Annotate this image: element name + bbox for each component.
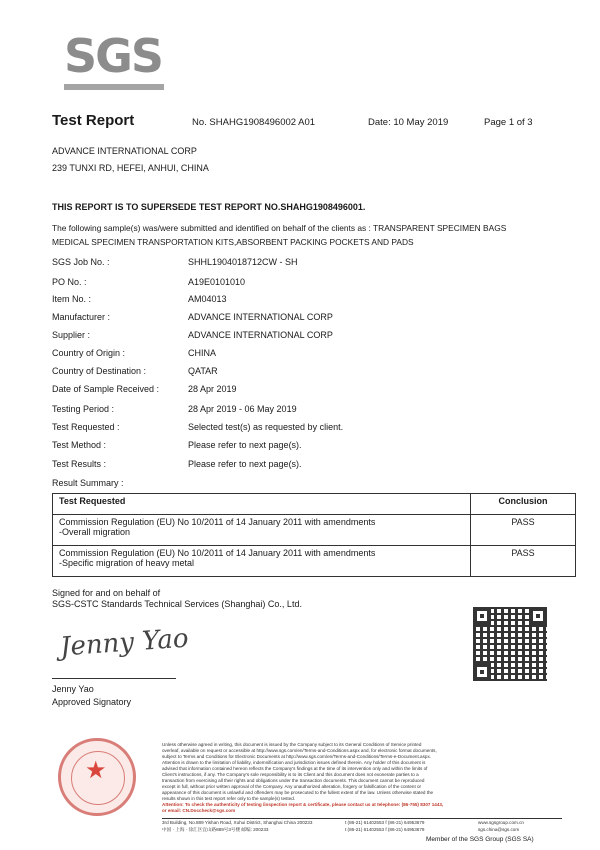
field-value: Please refer to next page(s). xyxy=(188,440,302,450)
fine-line: Unless otherwise agreed in writing, this document is issued by the Company subject to its General Conditions of Service printed xyxy=(162,742,422,747)
conclusion-cell: PASS xyxy=(471,546,576,577)
handwritten-signature: Jenny Yao xyxy=(59,623,190,663)
qr-code xyxy=(473,607,547,681)
col-conclusion: Conclusion xyxy=(471,494,576,515)
table-row xyxy=(53,546,576,577)
field-label: Testing Period : xyxy=(52,404,115,414)
field-value: A19E0101010 xyxy=(188,277,246,287)
result-summary-table xyxy=(52,493,576,577)
intro-line-1: The following sample(s) was/were submitted and identified on behalf of the clients as : TRANSPARENT SPECIMEN BAGS xyxy=(52,223,507,233)
signatory-name: Jenny Yao xyxy=(52,684,94,694)
result-summary-heading: Result Summary : xyxy=(52,478,124,488)
test-cell xyxy=(53,546,471,577)
field-label: Test Requested : xyxy=(52,422,120,432)
col-test-requested: Test Requested xyxy=(53,494,471,515)
attention-line: or email: CN.Doccheck@sgs.com xyxy=(162,808,236,813)
signed-company: SGS-CSTC Standards Technical Services (Shanghai) Co., Ltd. xyxy=(52,599,302,609)
fine-line: overleaf, available on request or accessible at http://www.sgs.com/en/Terms-and-Conditions.aspx and, for electronic format documents, xyxy=(162,748,437,753)
field-label: Date of Sample Received : xyxy=(52,384,160,394)
table-header-row xyxy=(53,494,576,515)
field-value: 28 Apr 2019 - 06 May 2019 xyxy=(188,404,297,414)
fine-line: advised that information contained hereon reflects the Company's findings at the time of its intervention only and within the limits of xyxy=(162,766,428,771)
field-label: Test Method : xyxy=(52,440,107,450)
fine-line: Attention is drawn to the limitation of liability, indemnification and jurisdiction issues defined therein. Any holder of this document is xyxy=(162,760,426,765)
star-icon: ★ xyxy=(85,757,107,784)
field-label: Test Results : xyxy=(52,459,107,469)
field-value: Please refer to next page(s). xyxy=(188,459,302,469)
footer-email: sgs.china@sgs.com xyxy=(478,827,520,832)
footer-fine-print xyxy=(162,742,562,814)
field-label: SGS Job No. : xyxy=(52,257,110,267)
client-address: 239 TUNXI RD, HEFEI, ANHUI, CHINA xyxy=(52,163,209,173)
footer-tel-cn: t (86-21) 61402553 f (86-21) 64953679 xyxy=(345,827,425,832)
report-title: Test Report xyxy=(52,112,135,129)
qr-finder xyxy=(529,607,547,625)
test-cell xyxy=(53,515,471,546)
test-item: -Specific migration of heavy metal xyxy=(59,558,195,568)
logo-underline xyxy=(64,84,164,90)
signatory-role: Approved Signatory xyxy=(52,697,132,707)
company-stamp xyxy=(58,738,136,816)
test-regulation: Commission Regulation (EU) No 10/2011 of 14 January 2011 with amendments xyxy=(59,517,376,527)
client-name: ADVANCE INTERNATIONAL CORP xyxy=(52,146,197,156)
qr-finder xyxy=(473,607,491,625)
test-item: -Overall migration xyxy=(59,527,131,537)
fine-line: appearance of this document is unlawful and offenders may be prosecuted to the fullest extent of the law. Unless otherwise stated the xyxy=(162,790,434,795)
field-label: Supplier : xyxy=(52,330,91,340)
test-regulation: Commission Regulation (EU) No 10/2011 of 14 January 2011 with amendments xyxy=(59,548,376,558)
field-value: QATAR xyxy=(188,366,218,376)
field-value: ADVANCE INTERNATIONAL CORP xyxy=(188,312,333,322)
report-number: No. SHAHG1908496002 A01 xyxy=(192,117,316,128)
field-label: Item No. : xyxy=(52,294,92,304)
signed-on-behalf: Signed for and on behalf of xyxy=(52,588,161,598)
footer-web: www.sgsgroup.com.cn xyxy=(478,820,524,825)
fine-line: transaction from exercising all their rights and obligations under the transaction documents. This document cannot be reproduced xyxy=(162,778,425,783)
field-value: SHHL1904018712CW - SH xyxy=(188,257,298,267)
fine-line: Client's instructions, if any. The Company's sole responsibility is to its Client and this document does not exonerate parties to a xyxy=(162,772,419,777)
fine-line: subject to Terms and Conditions for Electronic Documents at http://www.sgs.com/en/Terms-and-Conditions/Terms-e-Document.aspx. xyxy=(162,754,432,759)
field-label: Country of Destination : xyxy=(52,366,147,376)
field-label: Manufacturer : xyxy=(52,312,111,322)
field-value: AM04013 xyxy=(188,294,227,304)
footer-divider xyxy=(162,818,562,819)
qr-finder xyxy=(473,663,491,681)
field-label: PO No. : xyxy=(52,277,87,287)
footer-address-cn: 中国 · 上海 · 徐汇区宜山路889号3号楼 邮编: 200233 xyxy=(162,827,269,832)
field-value: 28 Apr 2019 xyxy=(188,384,237,394)
supersede-notice: THIS REPORT IS TO SUPERSEDE TEST REPORT NO.SHAHG1908496001. xyxy=(52,202,366,212)
table-row xyxy=(53,515,576,546)
field-label: Country of Origin : xyxy=(52,348,126,358)
field-value: Selected test(s) as requested by client. xyxy=(188,422,344,432)
fine-line: except in full, without prior written approval of the Company. Any unauthorized alteration, forgery or falsification of the content or xyxy=(162,784,422,789)
conclusion-cell: PASS xyxy=(471,515,576,546)
fine-line: results shown in this test report refer only to the sample(s) tested. xyxy=(162,796,296,801)
sgs-logo: SGS xyxy=(64,29,163,83)
signature-line xyxy=(52,678,176,679)
footer-tel-en: t (86-21) 61402553 f (86-21) 64953679 xyxy=(345,820,425,825)
field-value: CHINA xyxy=(188,348,217,358)
page-number: Page 1 of 3 xyxy=(484,117,533,128)
footer-member: Member of the SGS Group (SGS SA) xyxy=(426,836,534,843)
footer-address-en: 3rd Building, No.889 Yishan Road, Xuhui District, Shanghai China 200233 xyxy=(162,820,313,825)
report-date: Date: 10 May 2019 xyxy=(368,117,449,128)
attention-line: Attention: To check the authenticity of testing /inspection report & certificate, please contact us at telephone: (86-755) 8307 1443, xyxy=(162,802,444,807)
intro-line-2: MEDICAL SPECIMEN TRANSPORTATION KITS,ABSORBENT PACKING POCKETS AND PADS xyxy=(52,237,414,247)
field-value: ADVANCE INTERNATIONAL CORP xyxy=(188,330,333,340)
